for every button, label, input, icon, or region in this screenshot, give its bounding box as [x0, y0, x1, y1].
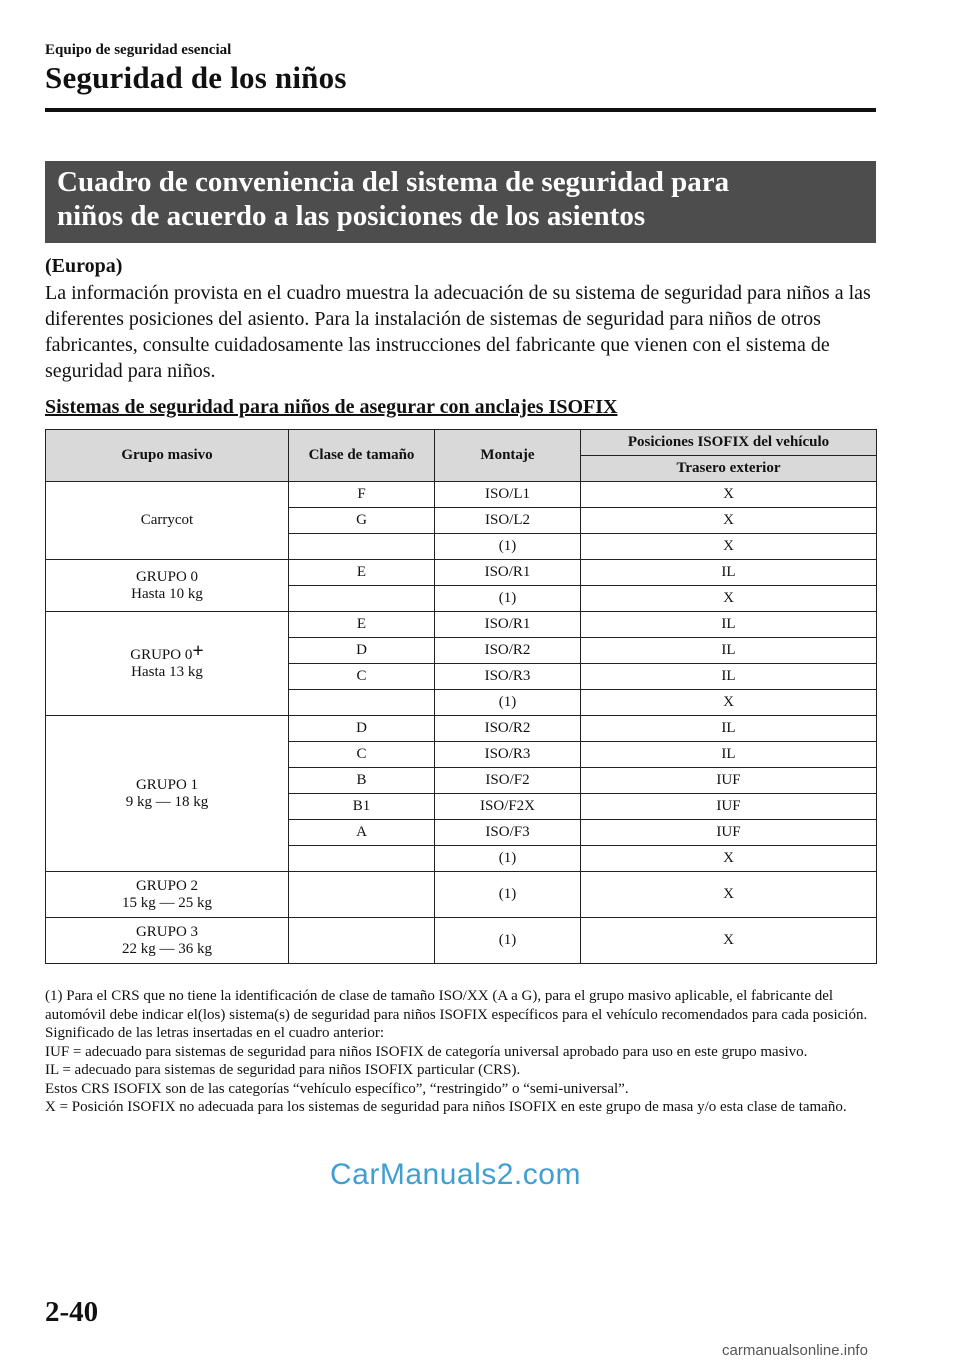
rear-cell: X [581, 872, 877, 918]
size-cell: A [289, 820, 435, 846]
mount-cell: ISO/F2 [435, 768, 581, 794]
page-title: Seguridad de los niños [45, 60, 347, 95]
mount-cell: (1) [435, 690, 581, 716]
group-weight: 9 kg ― 18 kg [125, 793, 209, 810]
rear-cell: IL [581, 612, 877, 638]
rear-cell: IL [581, 638, 877, 664]
table-subheading: Sistemas de seguridad para niños de asegurar con anclajes ISOFIX [45, 396, 618, 418]
size-cell [289, 690, 435, 716]
header-rear-outer: Trasero exterior [581, 456, 877, 482]
group-cell-2 [46, 872, 289, 918]
group-name: GRUPO 2 [135, 877, 199, 894]
size-cell: D [289, 638, 435, 664]
table-row [46, 560, 877, 586]
mount-cell: ISO/F3 [435, 820, 581, 846]
group-weight: Hasta 10 kg [131, 585, 203, 602]
rear-cell: X [581, 482, 877, 508]
group-cell-1 [46, 716, 289, 872]
mount-cell: ISO/R2 [435, 716, 581, 742]
rear-cell: IUF [581, 794, 877, 820]
group-name: GRUPO 1 [135, 776, 199, 793]
header-size: Clase de tamaño [289, 430, 435, 482]
group-cell-carrycot: Carrycot [46, 482, 289, 560]
mount-cell: (1) [435, 534, 581, 560]
mount-cell: ISO/R2 [435, 638, 581, 664]
note-iuf: IUF = adecuado para sistemas de seguridad para niños ISOFIX de categoría universal aprobado para uso en este grupo masivo. [45, 1043, 808, 1060]
size-cell [289, 918, 435, 964]
watermark-footer: carmanualsonline.info [722, 1342, 868, 1359]
mount-cell: (1) [435, 846, 581, 872]
section-label: Equipo de seguridad esencial [45, 42, 232, 58]
group-name: GRUPO 0 [130, 647, 193, 663]
size-cell: B1 [289, 794, 435, 820]
rear-cell: X [581, 534, 877, 560]
mount-cell: ISO/R3 [435, 664, 581, 690]
section-banner [45, 161, 876, 243]
mount-cell: ISO/R1 [435, 560, 581, 586]
group-name: GRUPO 0 [135, 568, 199, 585]
mount-cell: (1) [435, 586, 581, 612]
rear-cell: X [581, 918, 877, 964]
size-cell: C [289, 742, 435, 768]
table-row [46, 612, 877, 638]
group-weight: Hasta 13 kg [131, 664, 203, 680]
isofix-table [45, 429, 877, 964]
mount-cell: (1) [435, 872, 581, 918]
rear-cell: X [581, 586, 877, 612]
rear-cell: X [581, 846, 877, 872]
mount-cell: ISO/F2X [435, 794, 581, 820]
header-positions: Posiciones ISOFIX del vehículo [581, 430, 877, 456]
intro-paragraph: La información provista en el cuadro muestra la adecuación de su sistema de seguridad para niños a las diferentes posiciones del asiento. Para la instalación de sistemas de seguridad para niños de otros fabricantes, consulte cuidadosamente las instrucciones del fabricante que vienen con el sistema de seguridad para niños. [45, 282, 871, 382]
size-cell: G [289, 508, 435, 534]
size-cell [289, 534, 435, 560]
group-weight: 15 kg ― 25 kg [122, 894, 212, 911]
mount-cell: ISO/R3 [435, 742, 581, 768]
mount-cell: (1) [435, 918, 581, 964]
rear-cell: IL [581, 742, 877, 768]
note-x: X = Posición ISOFIX no adecuada para los sistemas de seguridad para niños ISOFIX en este grupo de masa y/o esta clase de tamaño. [45, 1099, 847, 1115]
banner-line-1: Cuadro de conveniencia del sistema de seguridad para [57, 166, 730, 198]
table-row [46, 482, 877, 508]
group-cell-0-plus [46, 612, 289, 716]
table-row [46, 918, 877, 964]
group-cell-0 [46, 560, 289, 612]
size-cell: C [289, 664, 435, 690]
group-cell-3 [46, 918, 289, 964]
rear-cell: IUF [581, 768, 877, 794]
size-cell [289, 846, 435, 872]
banner-line-2: niños de acuerdo a las posiciones de los asientos [57, 200, 646, 232]
size-cell: B [289, 768, 435, 794]
size-cell: E [289, 612, 435, 638]
watermark-center: CarManuals2.com [330, 1158, 581, 1191]
size-cell: F [289, 482, 435, 508]
header-mount: Montaje [435, 430, 581, 482]
table-row [46, 872, 877, 918]
group-name: GRUPO 3 [135, 923, 199, 940]
plus-icon: + [192, 640, 204, 662]
table-notes [45, 987, 880, 1117]
page-number: 2-40 [45, 1296, 99, 1328]
rear-cell: X [581, 690, 877, 716]
size-cell [289, 586, 435, 612]
note-legend-intro: Significado de las letras insertadas en el cuadro anterior: [45, 1025, 385, 1041]
group-weight: 22 kg ― 36 kg [122, 940, 212, 957]
note-categories: Estos CRS ISOFIX son de las categorías “vehículo específico”, “restringido” o “semi-universal”. [45, 1080, 629, 1097]
header-divider [45, 108, 876, 112]
region-label: (Europa) [45, 255, 123, 277]
rear-cell: IL [581, 664, 877, 690]
rear-cell: IUF [581, 820, 877, 846]
note-footnote-1: (1) Para el CRS que no tiene la identificación de clase de tamaño ISO/XX (A a G), para el grupo masivo aplicable, el fabricante del automóvil debe indicar el(los) sistema(s) de seguridad para niños ISOFIX específicos para el vehículo recomendados para cada posición. [45, 988, 868, 1023]
note-il: IL = adecuado para sistemas de seguridad para niños ISOFIX particular (CRS). [45, 1062, 521, 1078]
mount-cell: ISO/L2 [435, 508, 581, 534]
rear-cell: IL [581, 716, 877, 742]
mount-cell: ISO/L1 [435, 482, 581, 508]
rear-cell: X [581, 508, 877, 534]
table-row [46, 716, 877, 742]
header-group: Grupo masivo [46, 430, 289, 482]
size-cell [289, 872, 435, 918]
size-cell: D [289, 716, 435, 742]
rear-cell: IL [581, 560, 877, 586]
mount-cell: ISO/R1 [435, 612, 581, 638]
size-cell: E [289, 560, 435, 586]
